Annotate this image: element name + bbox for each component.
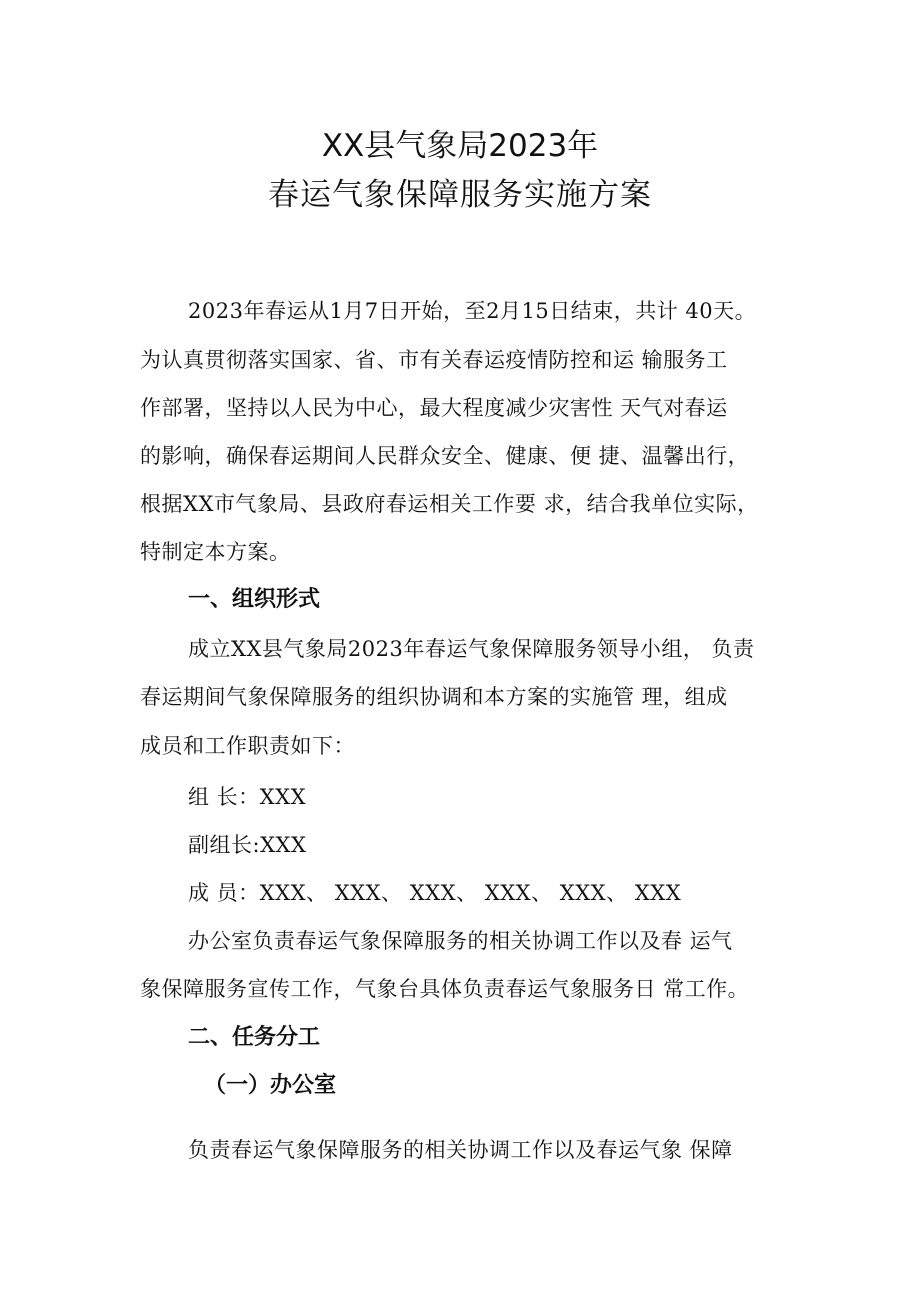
intro-line-4: 的影响，确保春运期间人民群众安全、健康、便 捷、温馨出行， — [140, 444, 750, 468]
section-heading-organization: 一、组织形式 — [188, 587, 321, 612]
intro-line-6: 特制定本方案。 — [140, 540, 291, 564]
deputy-leader-line: 副组长:XXX — [188, 833, 307, 857]
document-title-line1: XX县气象局2023年 — [321, 128, 599, 164]
office-line-2: 象保障服务宣传工作，气象台具体负责春运气象服务日 常工作。 — [140, 977, 750, 1001]
office-line-1: 办公室负责春运气象保障服务的相关协调工作以及春 运气 — [188, 929, 733, 953]
intro-line-2: 为认真贯彻落实国家、省、市有关春运疫情防控和运 输服务工 — [140, 348, 728, 372]
section-heading-tasks: 二、任务分工 — [188, 1025, 321, 1050]
section1-line-1: 成立XX县气象局2023年春运气象保障服务领导小组， 负责 — [188, 637, 755, 661]
intro-line-5: 根据XX市气象局、县政府春运相关工作要 求，结合我单位实际， — [140, 492, 759, 516]
document-title-line2: 春运气象保障服务实施方案 — [268, 177, 652, 213]
subsection-heading-office: （一）办公室 — [204, 1073, 337, 1098]
members-line: 成 员：XXX、 XXX、 XXX、 XXX、 XXX、 XXX — [188, 881, 682, 905]
leader-line: 组 长：XXX — [188, 785, 307, 809]
section1-line-2: 春运期间气象保障服务的组织协调和本方案的实施管 理，组成 — [140, 685, 728, 709]
intro-line-3: 作部署，坚持以人民为中心，最大程度减少灾害性 天气对春运 — [140, 396, 728, 420]
section1-line-3: 成员和工作职责如下： — [140, 734, 355, 758]
subsection1-line-1: 负责春运气象保障服务的相关协调工作以及春运气象 保障 — [188, 1138, 733, 1162]
intro-line-1: 2023年春运从1月7日开始，至2月15日结束，共计 40天。 — [188, 299, 757, 323]
